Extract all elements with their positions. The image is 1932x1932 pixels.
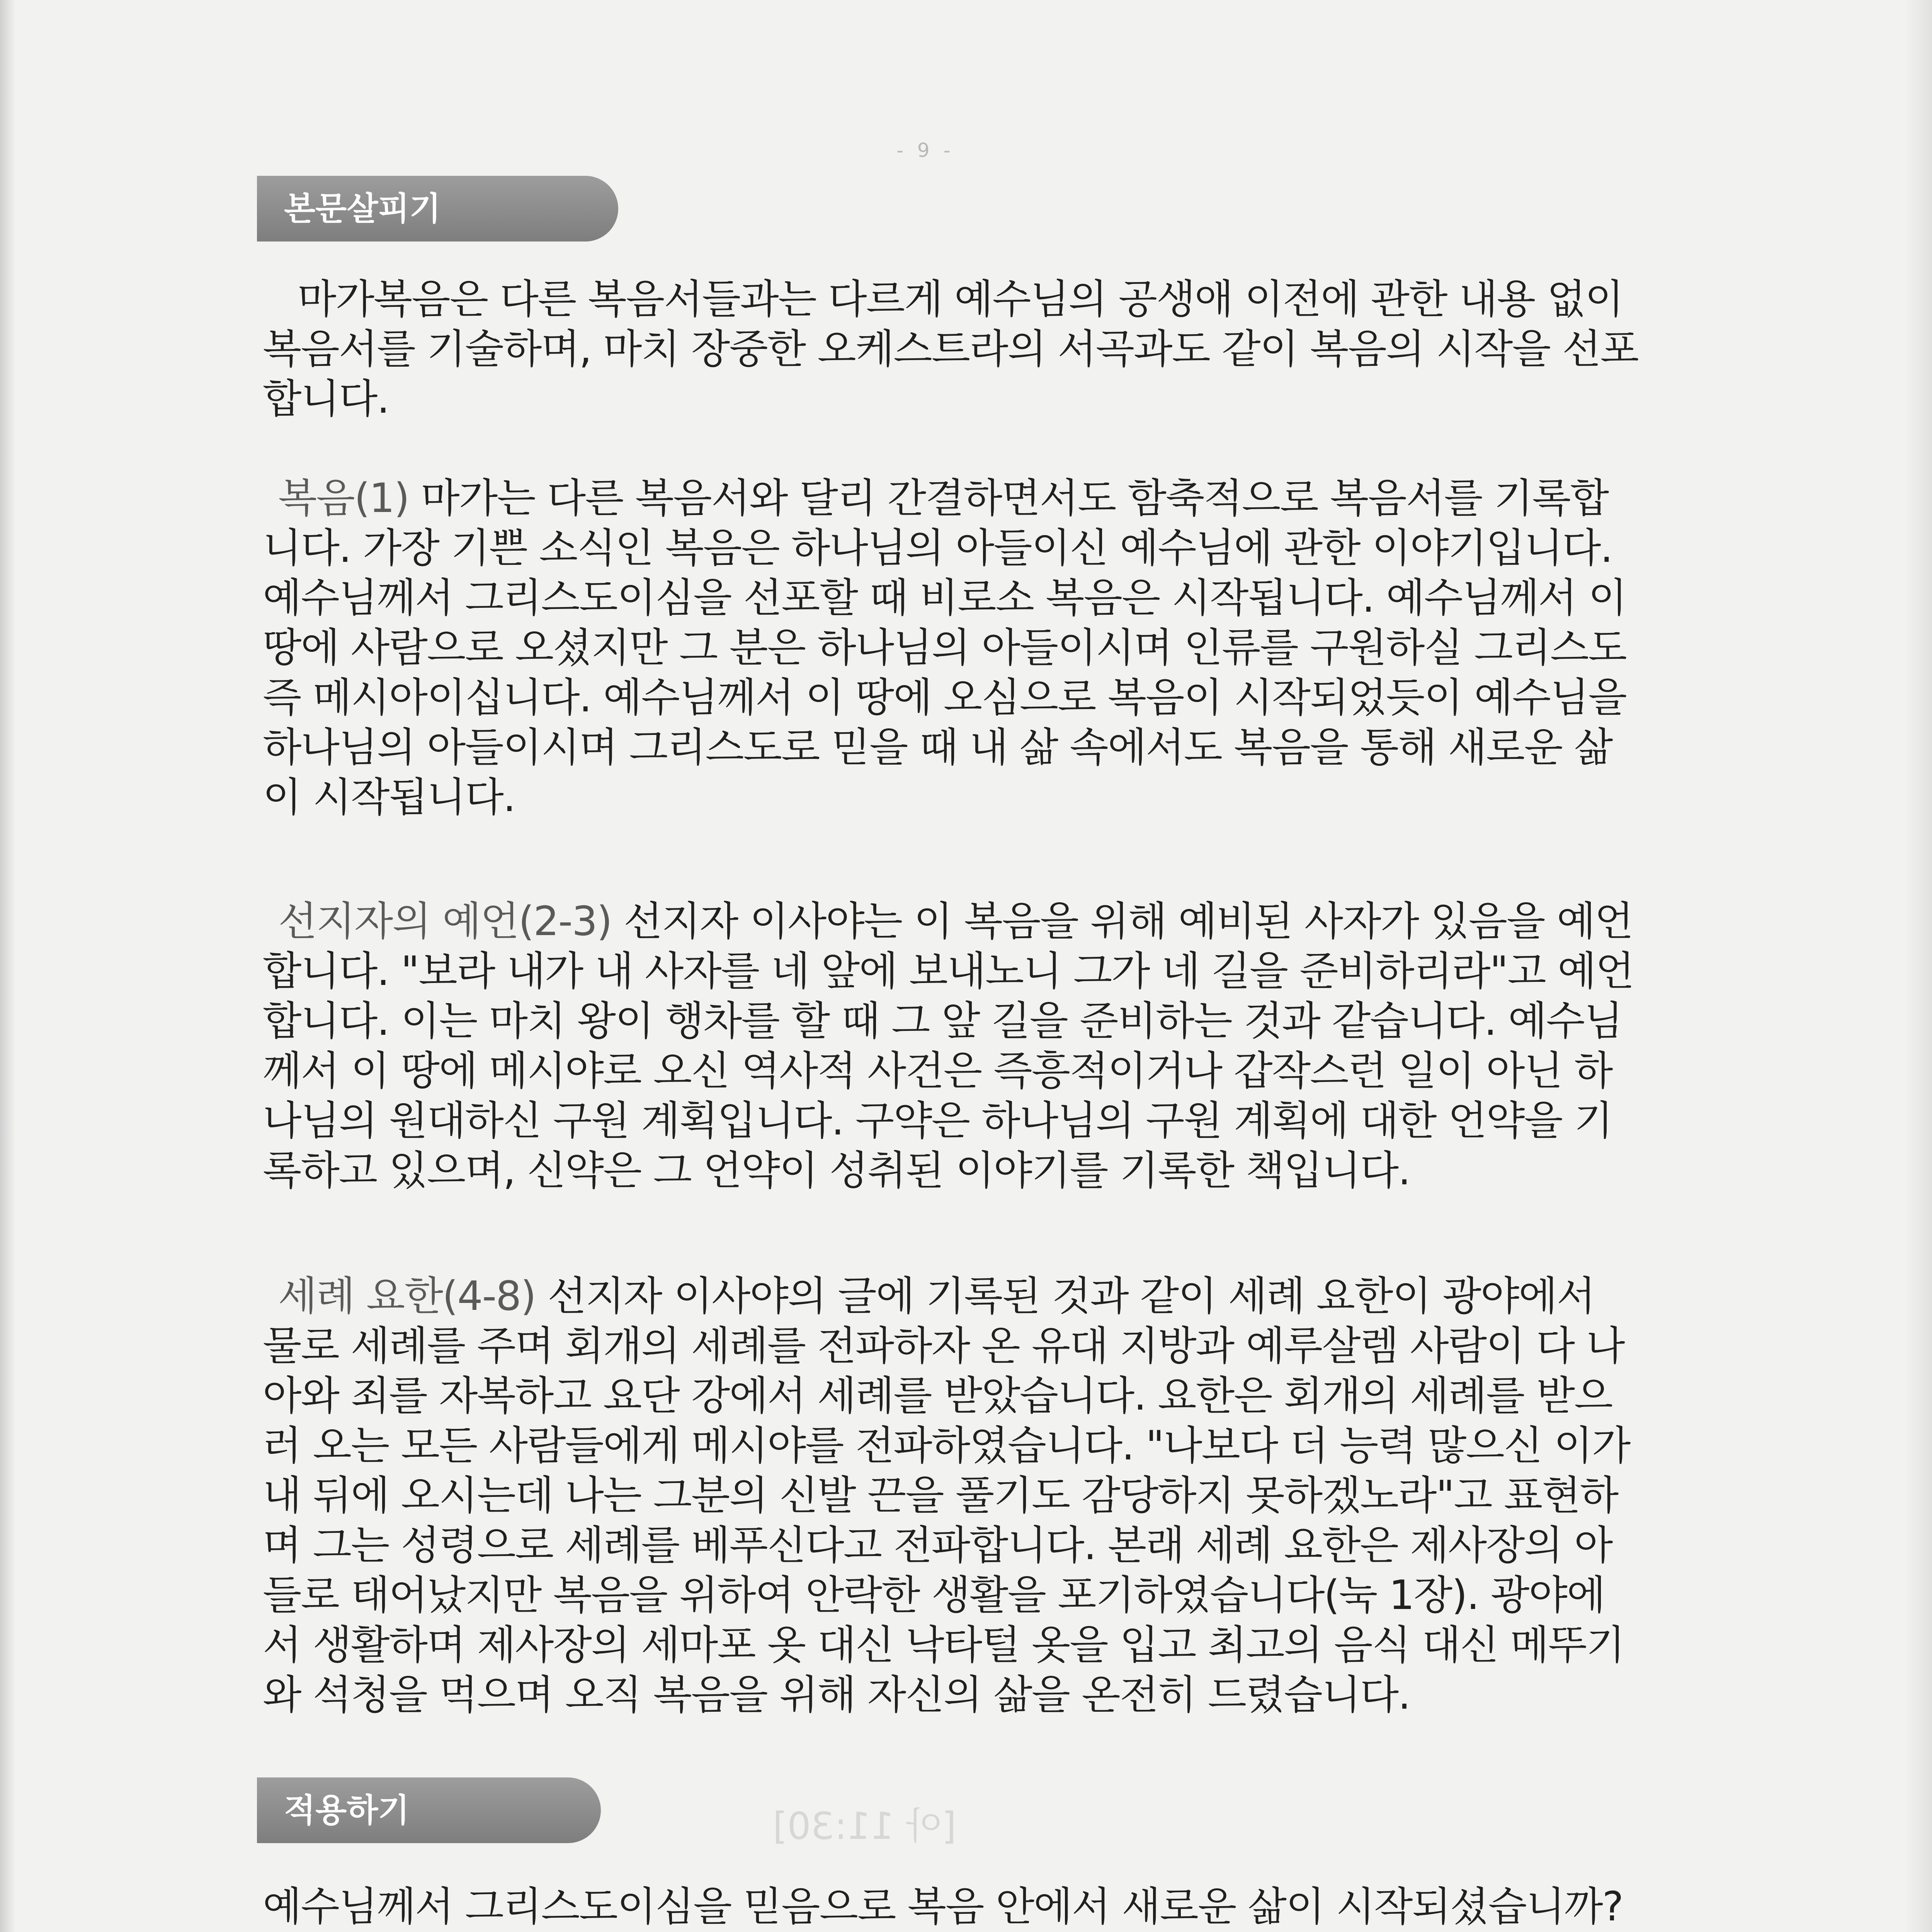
paragraph-lead-prophecy: 선지자의 예언(2-3) — [278, 898, 612, 945]
paragraph-body-gospel: 마가는 다른 복음서와 달리 간결하면서도 함축적으로 복음서를 기록합니다. 가장 기쁜 소식인 복음은 하나님의 아들이신 예수님에 관한 이야기입니다. 예수님께서 그리스도이심을 선포할 때 비로소 복음은 시작됩니다. 예수님께서 이 땅에 사람으로 오셨지만 그 분은 하나님의 아들이시며 인류를 구원하실 그리스도 즉 메시아이십니다. 예수님께서 이 땅에 오심으로 복음이 시작되었듯이 예수님을 하나님의 아들이시며 그리스도로 믿을 때 내 삶 속에서도 복음을 통해 새로운 삶이 시작됩니다. — [263, 474, 1626, 821]
section-label-review: 본문살피기 — [257, 176, 618, 242]
paragraph-intro: 마가복음은 다른 복음서들과는 다르게 예수님의 공생애 이전에 관한 내용 없이 복음서를 기술하며, 마치 장중한 오케스트라의 서곡과도 같이 복음의 시작을 선포합니다. — [263, 276, 1638, 422]
paragraph-prophecy — [263, 896, 1638, 1196]
page-number: - 9 - — [896, 139, 954, 162]
paragraph-apply: 예수님께서 그리스도이심을 믿음으로 복음 안에서 새로운 삶이 시작되셨습니까? — [263, 1883, 1623, 1930]
scan-left-edge — [0, 0, 15, 1932]
paragraph-lead-gospel: 복음(1) — [278, 474, 409, 522]
section-label-apply: 적용하기 — [257, 1777, 601, 1843]
scan-right-edge — [1905, 0, 1932, 1932]
paragraph-body-john: 선지자 이사야의 글에 기록된 것과 같이 세례 요한이 광야에서 물로 세례를 주며 회개의 세례를 전파하자 온 유대 지방과 예루살렘 사람이 다 나아와 죄를 자복하고 요단 강에서 세례를 받았습니다. 요한은 회개의 세례를 받으러 오는 모든 사람들에게 메시야를 전파하였습니다. "나보다 더 능력 많으신 이가 내 뒤에 오시는데 나는 그분의 신발 끈을 풀기도 감당하지 못하겠노라"고 표현하며 그는 성령으로 세례를 베푸신다고 전파합니다. 본래 세례 요한은 제사장의 아들로 태어났지만 복음을 위하여 안락한 생활을 포기하였습니다(눅 1장). 광야에서 생활하며 제사장의 세마포 옷 대신 낙타털 옷을 입고 최고의 음식 대신 메뚜기와 석청을 먹으며 오직 복음을 위해 자신의 삶을 온전히 드렸습니다. — [263, 1272, 1630, 1718]
bleed-through-text: [아 11:30] — [773, 1804, 956, 1848]
paragraph-gospel — [263, 473, 1638, 822]
paragraph-lead-john: 세례 요한(4-8) — [278, 1272, 536, 1320]
paragraph-body-prophecy: 선지자 이사야는 이 복음을 위해 예비된 사자가 있음을 예언합니다. "보라 내가 내 사자를 네 앞에 보내노니 그가 네 길을 준비하리라"고 예언합니다. 이는 마치 왕이 행차를 할 때 그 앞 길을 준비하는 것과 같습니다. 예수님께서 이 땅에 메시야로 오신 역사적 사건은 즉흥적이거나 갑작스런 일이 아닌 하나님의 원대하신 구원 계획입니다. 구약은 하나님의 구원 계획에 대한 언약을 기록하고 있으며, 신약은 그 언약이 성취된 이야기를 기록한 책입니다. — [263, 898, 1634, 1194]
paragraph-john — [263, 1271, 1638, 1720]
